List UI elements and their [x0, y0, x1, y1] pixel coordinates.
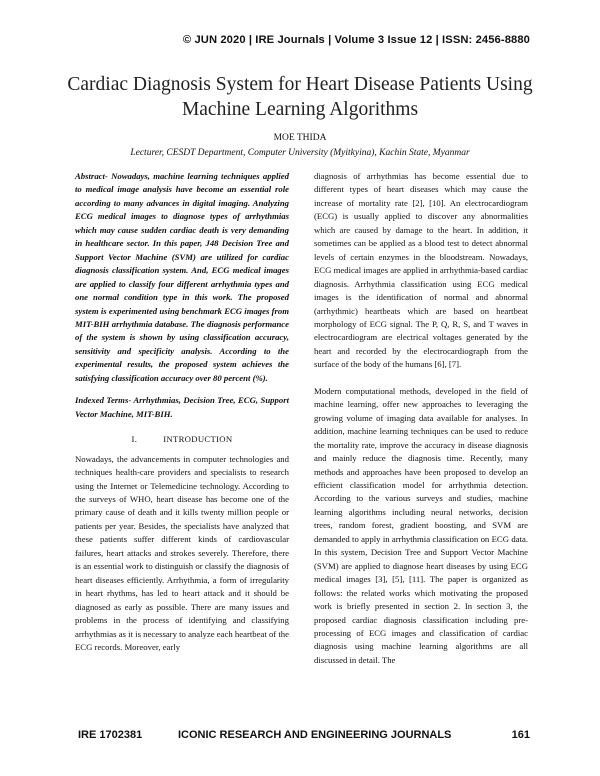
body-paragraph: Modern computational methods, developed in the field of machine learning, offer new approaches to leveraging the growing volume of imaging data available for analyses. In addition, machine learning techniques can be used to reduce the mortality rate, improve the accuracy in disease diagnosis and mainly reduce the diagnosis time. Recently, many methods and approaches have been proposed to develop an efficient classification model for arrhythmia detection. According to the various surveys and studies, machine learning algorithms including neural networks, decision trees, random forest, gradient boosting, and SVM are demanded to apply in arrhythmia classification on ECG data. In this system, Decision Tree and Support Vector Machine (SVM) are applied to diagnose heart diseases by using ECG medical images [3], [5], [11]. The paper is organized as follows: the related works which motivating the proposed work is briefly presented in section 2. In section 3, the proposed cardiac diagnosis classification including pre-processing of ECG images and classification of cardiac diagnosis using machine learning algorithms are all discussed in detail. The: [314, 385, 528, 665]
left-column: [75, 170, 289, 654]
author-affiliation: Lecturer, CESDT Department, Computer University (Myitkyina), Kachin State, Myanmar: [130, 148, 470, 158]
paper-title: Cardiac Diagnosis System for Heart Disease Patients Using Machine Learning Algorithms: [67, 74, 533, 120]
author-name: MOE THIDA: [273, 133, 327, 143]
journal-header: © JUN 2020 | IRE Journals | Volume 3 Issue 12 | ISSN: 2456-8880: [182, 34, 530, 46]
section-number: I.: [131, 434, 138, 445]
right-column: [314, 170, 528, 667]
index-terms: Indexed Terms- Arrhythmias, Decision Tree, ECG, Support Vector Machine, MIT-BIH.: [75, 395, 289, 419]
footer-article-id: IRE 1702381: [78, 729, 143, 741]
section-title: INTRODUCTION: [163, 434, 233, 445]
abstract: Abstract- Nowadays, machine learning techniques applied to medical image analysis have become an essential role according to many advances in digital imaging. Analyzing ECG medical images to diagnose types of arrhythmias which may cause sudden cardiac death is very demanding in healthcare sector. In this paper, J48 Decision Tree and Support Vector Machine (SVM) are utilized for cardiac diagnosis classification system. And, ECG medical images are applied to classify four different arrhythmia types and one normal condition type in this work. The proposed system is experimented using benchmark ECG images from MIT-BIH arrhythmia database. The diagnosis performance of the system is shown by using classification accuracy, sensitivity and specificity analysis. According to the experimental results, the proposed system achieves the satisfying classification accuracy over 80 percent (%).: [75, 171, 289, 383]
intro-paragraph: Nowadays, the advancements in computer technologies and techniques health-care providers and specialists to research using the Internet or Telemedicine technology. According to the surveys of WHO, heart disease has become one of the primary cause of death and it kills twenty million people or patients per year. Besides, the specialists have analyzed that these patients suffer different kinds of cardiovascular failures, heart attacks and strokes severely. Therefore, there is an essential work to distinguish or classify the diagnosis of heart diseases efficiently. Arrhythmia, a form of irregularity in heart rhythms, has led to heart attack and it should be diagnosed as early as possible. There are many issues and problems in the process of identifying and classifying arrhythmias as it is necessary to analyze each heartbeat of the ECG records. Moreover, early: [75, 453, 289, 652]
footer-journal-name: ICONIC RESEARCH AND ENGINEERING JOURNALS: [178, 729, 452, 741]
section-heading: [75, 433, 289, 446]
page-number: 161: [511, 729, 530, 741]
body-paragraph: diagnosis of arrhythmias has become essential due to different types of heart diseases which may cause the increase of mortality rate [2], [10]. An electrocardiogram (ECG) is usually applied to discover any abnormalities which are caused by damage to the heart. In addition, it sometimes can be applied as a blood test to detect abnormal levels of certain enzymes in the bloodstream. Nowadays, ECG medical images are applied in arrhythmia-based cardiac diagnosis. Arrhythmia classification using ECG medical images is the identification of normal and abnormal (arrhythmic) heartbeats which are based on heartbeat morphology of ECG signal. The P, Q, R, S, and T waves in electrocardiogram are electrical voltages generated by the heart and recorded by the electrocardiograph from the surface of the body of the humans [6], [7].: [314, 171, 528, 370]
